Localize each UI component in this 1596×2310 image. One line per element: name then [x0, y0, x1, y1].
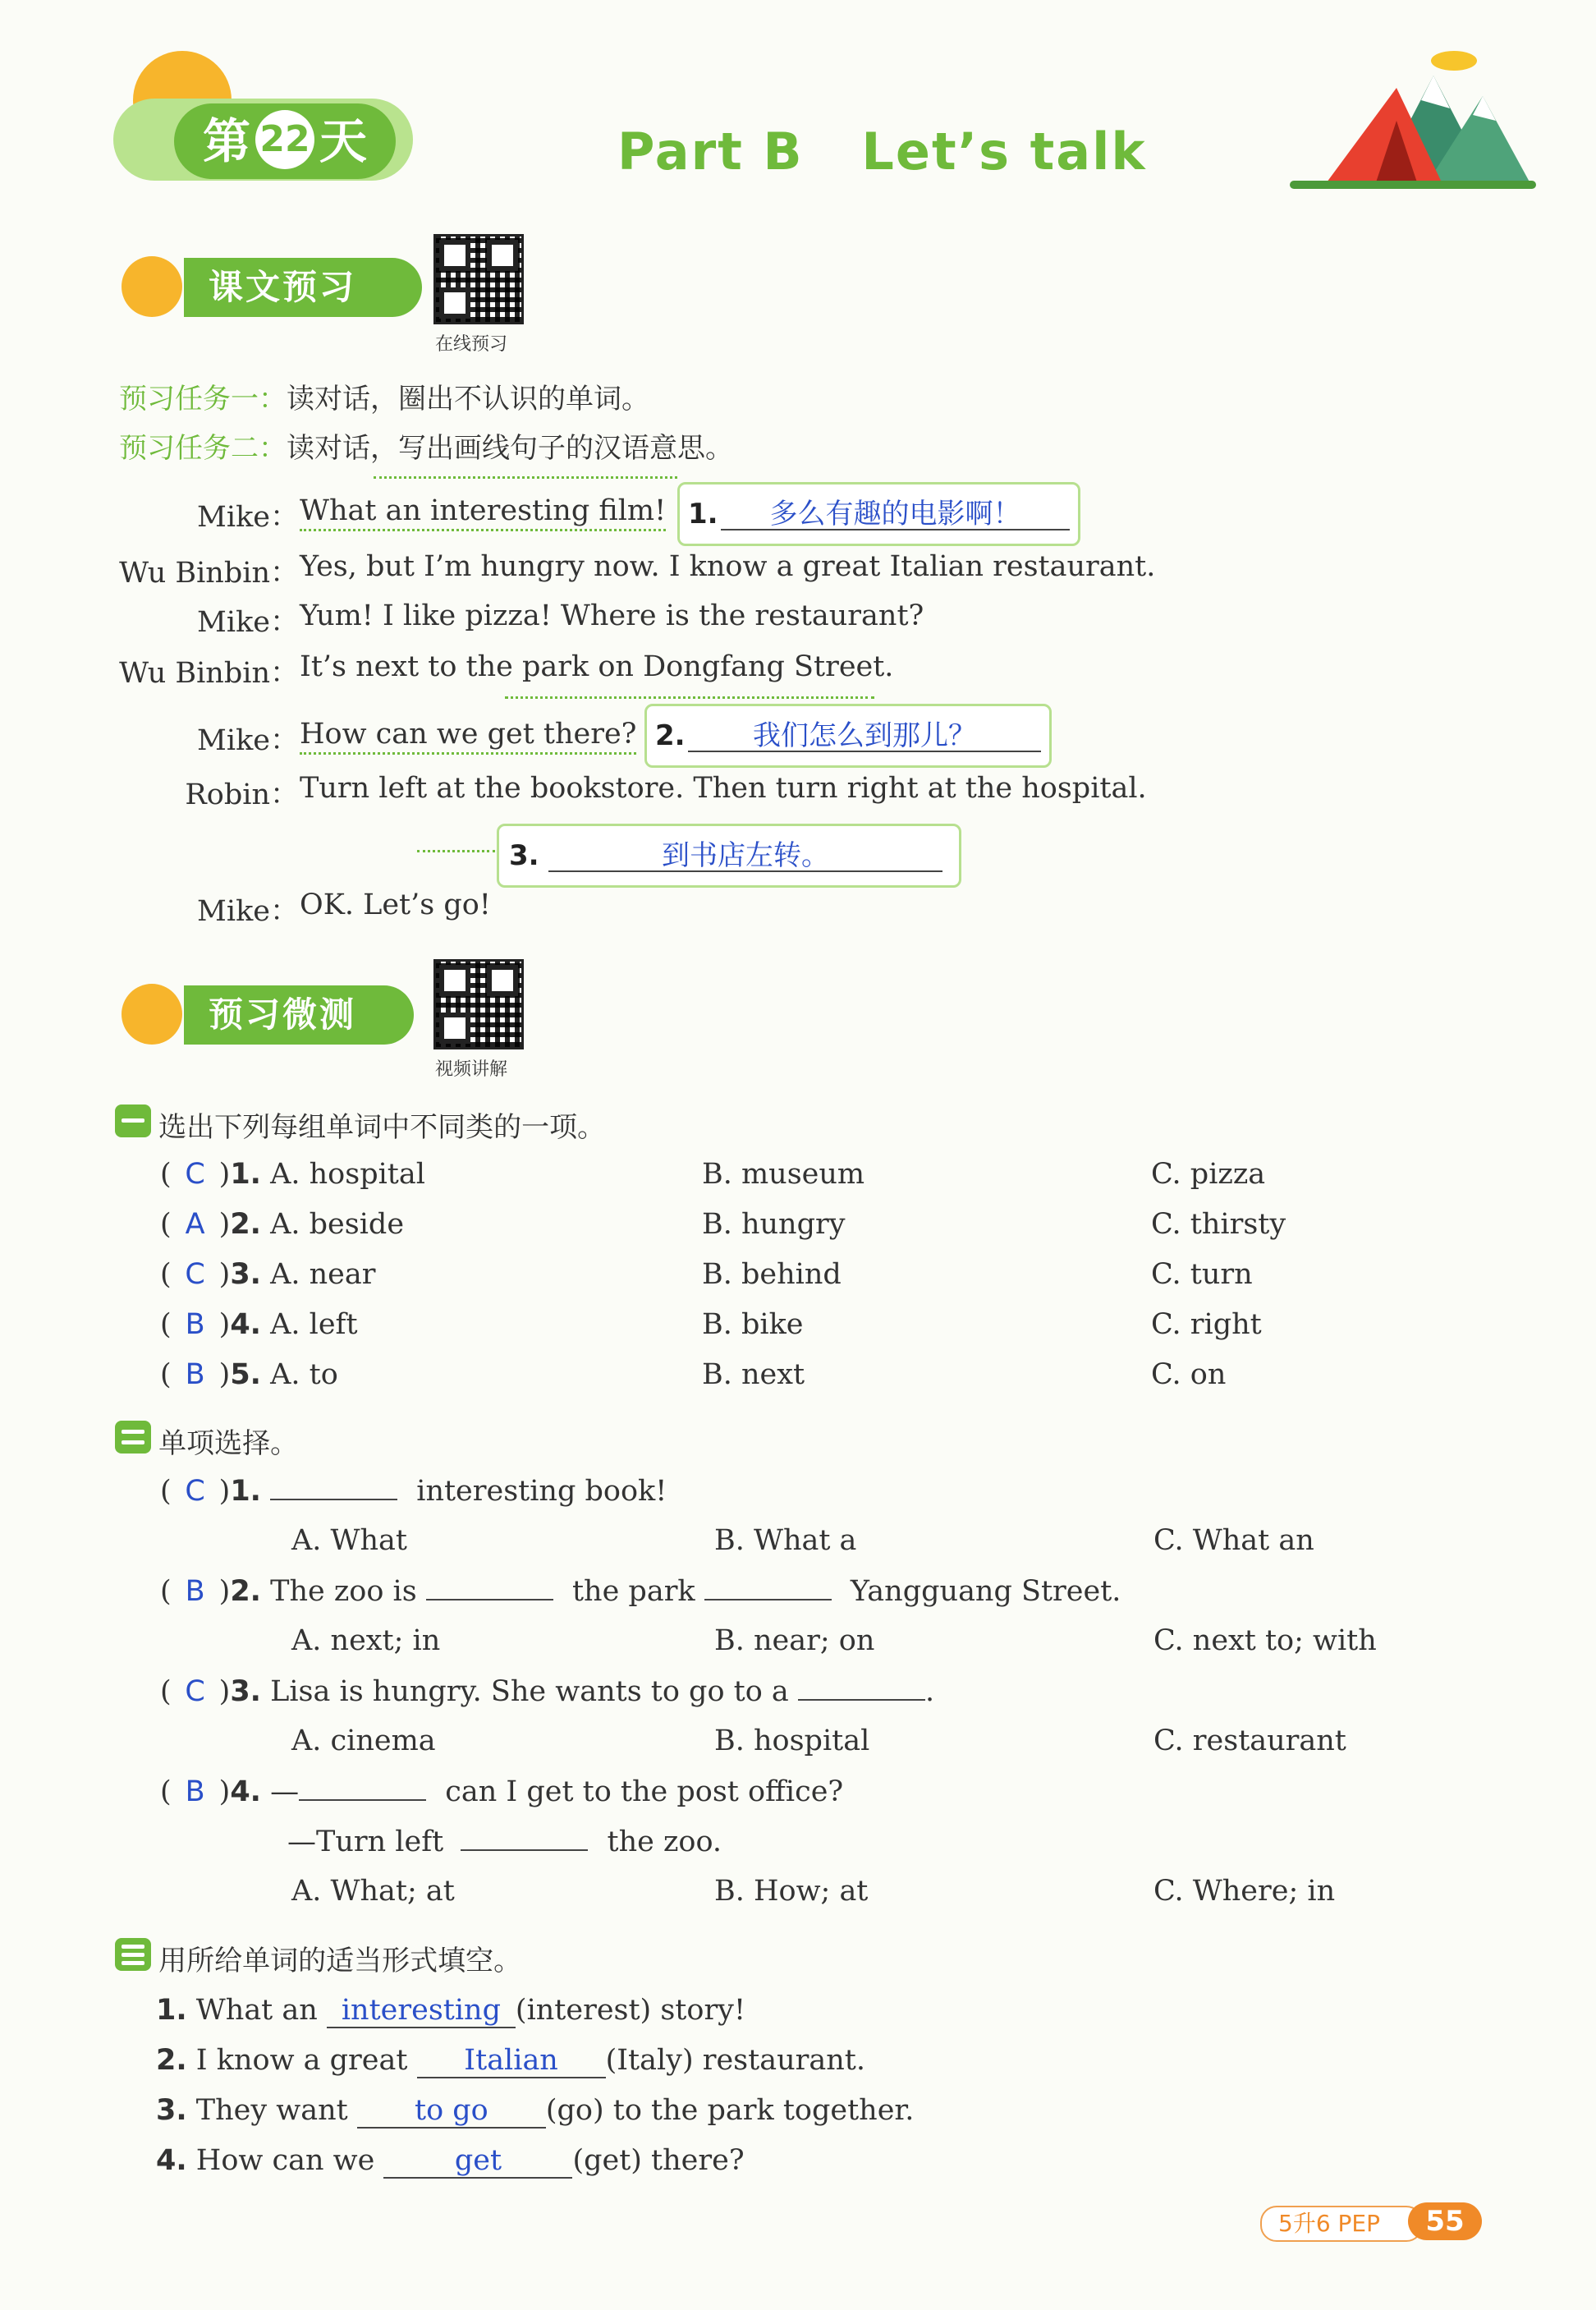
- option-b: B. hospital: [714, 1724, 870, 1757]
- answer-box-3: [497, 824, 961, 888]
- fill-before: How can we: [195, 2144, 375, 2177]
- option-a: A. next; in: [291, 1624, 441, 1657]
- answer-box-2: [644, 704, 1052, 768]
- question-text: The zoo is: [270, 1575, 417, 1608]
- item-num: 2.: [156, 2044, 187, 2077]
- question-4-reply: [287, 1825, 722, 1858]
- choice-answer: C: [185, 1475, 205, 1508]
- speaker: Robin：: [185, 778, 299, 811]
- speaker: Mike：: [197, 606, 299, 639]
- fill-item-2: [156, 2044, 865, 2078]
- option-b: B. next: [702, 1358, 805, 1391]
- page-title: Part B Let’s talk: [617, 122, 1147, 181]
- page-number: 55: [1408, 2202, 1482, 2240]
- choice-answer: C: [185, 1675, 205, 1708]
- section3-title: 用所给单词的适当形式填空。: [158, 1945, 522, 1977]
- option-a: A. to: [270, 1358, 338, 1391]
- sun-mascot-icon: [122, 984, 182, 1045]
- option-b: B. How; at: [714, 1875, 869, 1908]
- question-text: the zoo.: [607, 1825, 722, 1858]
- blank: [426, 1574, 553, 1600]
- question-3: ( C )3. Lisa is hungry. She wants to go to a .: [160, 1675, 935, 1708]
- section1-heading: [115, 1104, 605, 1145]
- choice-answer: B: [185, 1575, 205, 1608]
- option-c: C. restaurant: [1153, 1724, 1346, 1757]
- choice-answer: A: [185, 1208, 205, 1241]
- dialogue-line: [197, 718, 299, 759]
- fill-after: (interest) story!: [515, 1994, 746, 2027]
- option-c: C. next to; with: [1153, 1624, 1377, 1657]
- task1-label: 预习任务一：: [119, 383, 287, 416]
- dialogue-line: [197, 494, 299, 535]
- dialogue-line: [119, 550, 299, 591]
- fill-item-3: [156, 2094, 914, 2129]
- blank: [798, 1674, 925, 1701]
- item-num: 2.: [230, 1208, 261, 1241]
- choice-answer: B: [185, 1308, 205, 1341]
- fill-blank: [417, 2044, 606, 2078]
- option-c: C. thirsty: [1151, 1208, 1286, 1241]
- test-badge: 预习微测: [184, 985, 414, 1045]
- fill-after: (Italy) restaurant.: [605, 2044, 865, 2077]
- option-c: C. turn: [1151, 1258, 1253, 1291]
- section-one-icon: [115, 1104, 151, 1137]
- option-a: A. cinema: [291, 1724, 436, 1757]
- list-item: ( A )2. A. beside B. hungry C. thirsty: [160, 1208, 1286, 1241]
- option-a: A. hospital: [270, 1158, 425, 1191]
- option-b: B. hungry: [702, 1208, 846, 1241]
- task2-label: 预习任务二：: [119, 432, 287, 465]
- fill-after: (go) to the park together.: [545, 2094, 915, 2127]
- fill-blank: [383, 2144, 572, 2179]
- task2-text: 读对话，写出画线句子的汉语意思。: [287, 432, 733, 465]
- day-number: 22: [255, 110, 314, 169]
- answer-box-1: [677, 482, 1080, 546]
- item-num: 4.: [230, 1775, 261, 1808]
- answer-num: 1.: [688, 498, 718, 530]
- blank: [461, 1825, 588, 1851]
- choice-answer: B: [185, 1775, 205, 1808]
- fill-item-1: [156, 1994, 745, 2028]
- choice-answer: C: [185, 1258, 205, 1291]
- question-text: Lisa is hungry. She wants to go to a: [270, 1675, 789, 1708]
- speaker: Mike：: [197, 501, 299, 534]
- item-num: 5.: [230, 1358, 261, 1391]
- grade-label: 5升6 PEP: [1260, 2206, 1423, 2242]
- dialogue-text: It’s next to the park on Dongfang Street.: [300, 650, 894, 683]
- fill-item-4: [156, 2144, 745, 2179]
- question-1: ( C )1. interesting book!: [160, 1475, 667, 1508]
- question-text: interesting book!: [416, 1475, 667, 1508]
- day-badge: [174, 103, 396, 179]
- task2: [119, 425, 733, 466]
- question-4: ( B )4. — can I get to the post office?: [160, 1775, 844, 1808]
- section2-heading: [115, 1421, 298, 1461]
- section3-heading: [115, 1938, 521, 1978]
- answer-text: 多么有趣的电影啊！: [769, 498, 1021, 530]
- question-text: the park: [571, 1575, 695, 1608]
- question-text: —: [270, 1775, 300, 1808]
- fill-after: (get) there?: [572, 2144, 745, 2177]
- choice-answer: B: [185, 1358, 205, 1391]
- connector-line: [374, 476, 677, 479]
- task1: [119, 376, 649, 416]
- test-qr-caption: 视频讲解: [435, 1059, 508, 1080]
- option-c: C. What an: [1153, 1524, 1314, 1557]
- dialogue-line: [197, 889, 299, 930]
- option-a: A. beside: [270, 1208, 405, 1241]
- item-num: 1.: [156, 1994, 187, 2027]
- item-num: 4.: [230, 1308, 261, 1341]
- item-num: 1.: [230, 1475, 261, 1508]
- dialogue-text: OK. Let’s go!: [300, 889, 491, 921]
- dialogue-line: [185, 772, 299, 813]
- list-item: ( C )3. A. near B. behind C. turn: [160, 1258, 1253, 1291]
- option-b: B. bike: [702, 1308, 804, 1341]
- option-c: C. Where; in: [1153, 1875, 1336, 1908]
- test-qr-code[interactable]: [433, 959, 524, 1049]
- day-prefix: 第: [202, 113, 250, 169]
- fill-answer: get: [454, 2144, 502, 2177]
- dialogue-text: Turn left at the bookstore. Then turn right at the hospital.: [300, 772, 1147, 805]
- section1-title: 选出下列每组单词中不同类的一项。: [158, 1111, 606, 1144]
- dialogue-text: How can we get there?: [300, 718, 636, 755]
- section-three-icon: [115, 1938, 151, 1971]
- speaker: Wu Binbin：: [119, 557, 299, 590]
- sun-mascot-icon: [122, 256, 182, 317]
- answer-num: 3.: [509, 839, 539, 872]
- connector-line: [417, 850, 495, 852]
- blank: [299, 1775, 426, 1801]
- option-c: C. pizza: [1151, 1158, 1266, 1191]
- item-num: 3.: [230, 1675, 261, 1708]
- section2-title: 单项选择。: [158, 1427, 299, 1460]
- fill-blank: [357, 2094, 546, 2129]
- fill-answer: to go: [415, 2094, 488, 2127]
- list-item: ( B )5. A. to B. next C. on: [160, 1358, 1227, 1391]
- list-item: ( C )1. A. hospital B. museum C. pizza: [160, 1158, 1266, 1191]
- answer-text: 到书店左转。: [662, 839, 829, 872]
- question-text: —Turn left: [287, 1825, 444, 1858]
- option-b: B. museum: [702, 1158, 865, 1191]
- option-c: C. right: [1151, 1308, 1262, 1341]
- fill-blank: [327, 1994, 516, 2028]
- item-num: 2.: [230, 1575, 261, 1608]
- blank: [270, 1474, 397, 1500]
- option-c: C. on: [1151, 1358, 1227, 1391]
- dialogue-line: [197, 599, 299, 641]
- fill-before: What an: [195, 1994, 318, 2027]
- speaker: Mike：: [197, 724, 299, 757]
- section-two-icon: [115, 1421, 151, 1454]
- task1-text: 读对话，圈出不认识的单词。: [287, 383, 649, 416]
- speaker: Wu Binbin：: [119, 657, 299, 690]
- item-num: 3.: [230, 1258, 261, 1291]
- day-suffix: 天: [319, 113, 368, 169]
- option-b: B. behind: [702, 1258, 842, 1291]
- answer-text: 我们怎么到那儿？: [753, 719, 976, 752]
- fill-answer: interesting: [341, 1994, 501, 2027]
- preview-badge: 课文预习: [184, 258, 422, 317]
- fill-before: They want: [195, 2094, 348, 2127]
- dialogue-text: What an interesting film!: [300, 494, 666, 531]
- answer-num: 2.: [655, 719, 686, 752]
- blank: [704, 1574, 832, 1600]
- speaker: Mike：: [197, 895, 299, 928]
- question-text: .: [924, 1675, 935, 1708]
- option-a: A. What; at: [291, 1875, 455, 1908]
- option-a: A. left: [270, 1308, 358, 1341]
- fill-answer: Italian: [464, 2044, 558, 2077]
- option-b: B. near; on: [714, 1624, 875, 1657]
- preview-qr-code[interactable]: [433, 234, 524, 324]
- choice-answer: C: [185, 1158, 205, 1191]
- question-2: ( B )2. The zoo is the park Yangguang Street.: [160, 1575, 1121, 1608]
- dialogue-line: [119, 650, 299, 691]
- dialogue-text: Yes, but I’m hungry now. I know a great Italian restaurant.: [300, 550, 1156, 583]
- item-num: 1.: [230, 1158, 261, 1191]
- option-a: A. What: [291, 1524, 407, 1557]
- question-text: Yangguang Street.: [850, 1575, 1121, 1608]
- question-text: can I get to the post office?: [445, 1775, 844, 1808]
- preview-qr-caption: 在线预习: [435, 334, 508, 355]
- item-num: 3.: [156, 2094, 187, 2127]
- list-item: ( B )4. A. left B. bike C. right: [160, 1308, 1262, 1341]
- camping-illustration: [1286, 43, 1540, 203]
- fill-before: I know a great: [195, 2044, 408, 2077]
- dialogue-text: Yum! I like pizza! Where is the restaurant?: [300, 599, 924, 632]
- item-num: 4.: [156, 2144, 187, 2177]
- option-a: A. near: [270, 1258, 376, 1291]
- connector-line: [505, 696, 874, 699]
- option-b: B. What a: [714, 1524, 857, 1557]
